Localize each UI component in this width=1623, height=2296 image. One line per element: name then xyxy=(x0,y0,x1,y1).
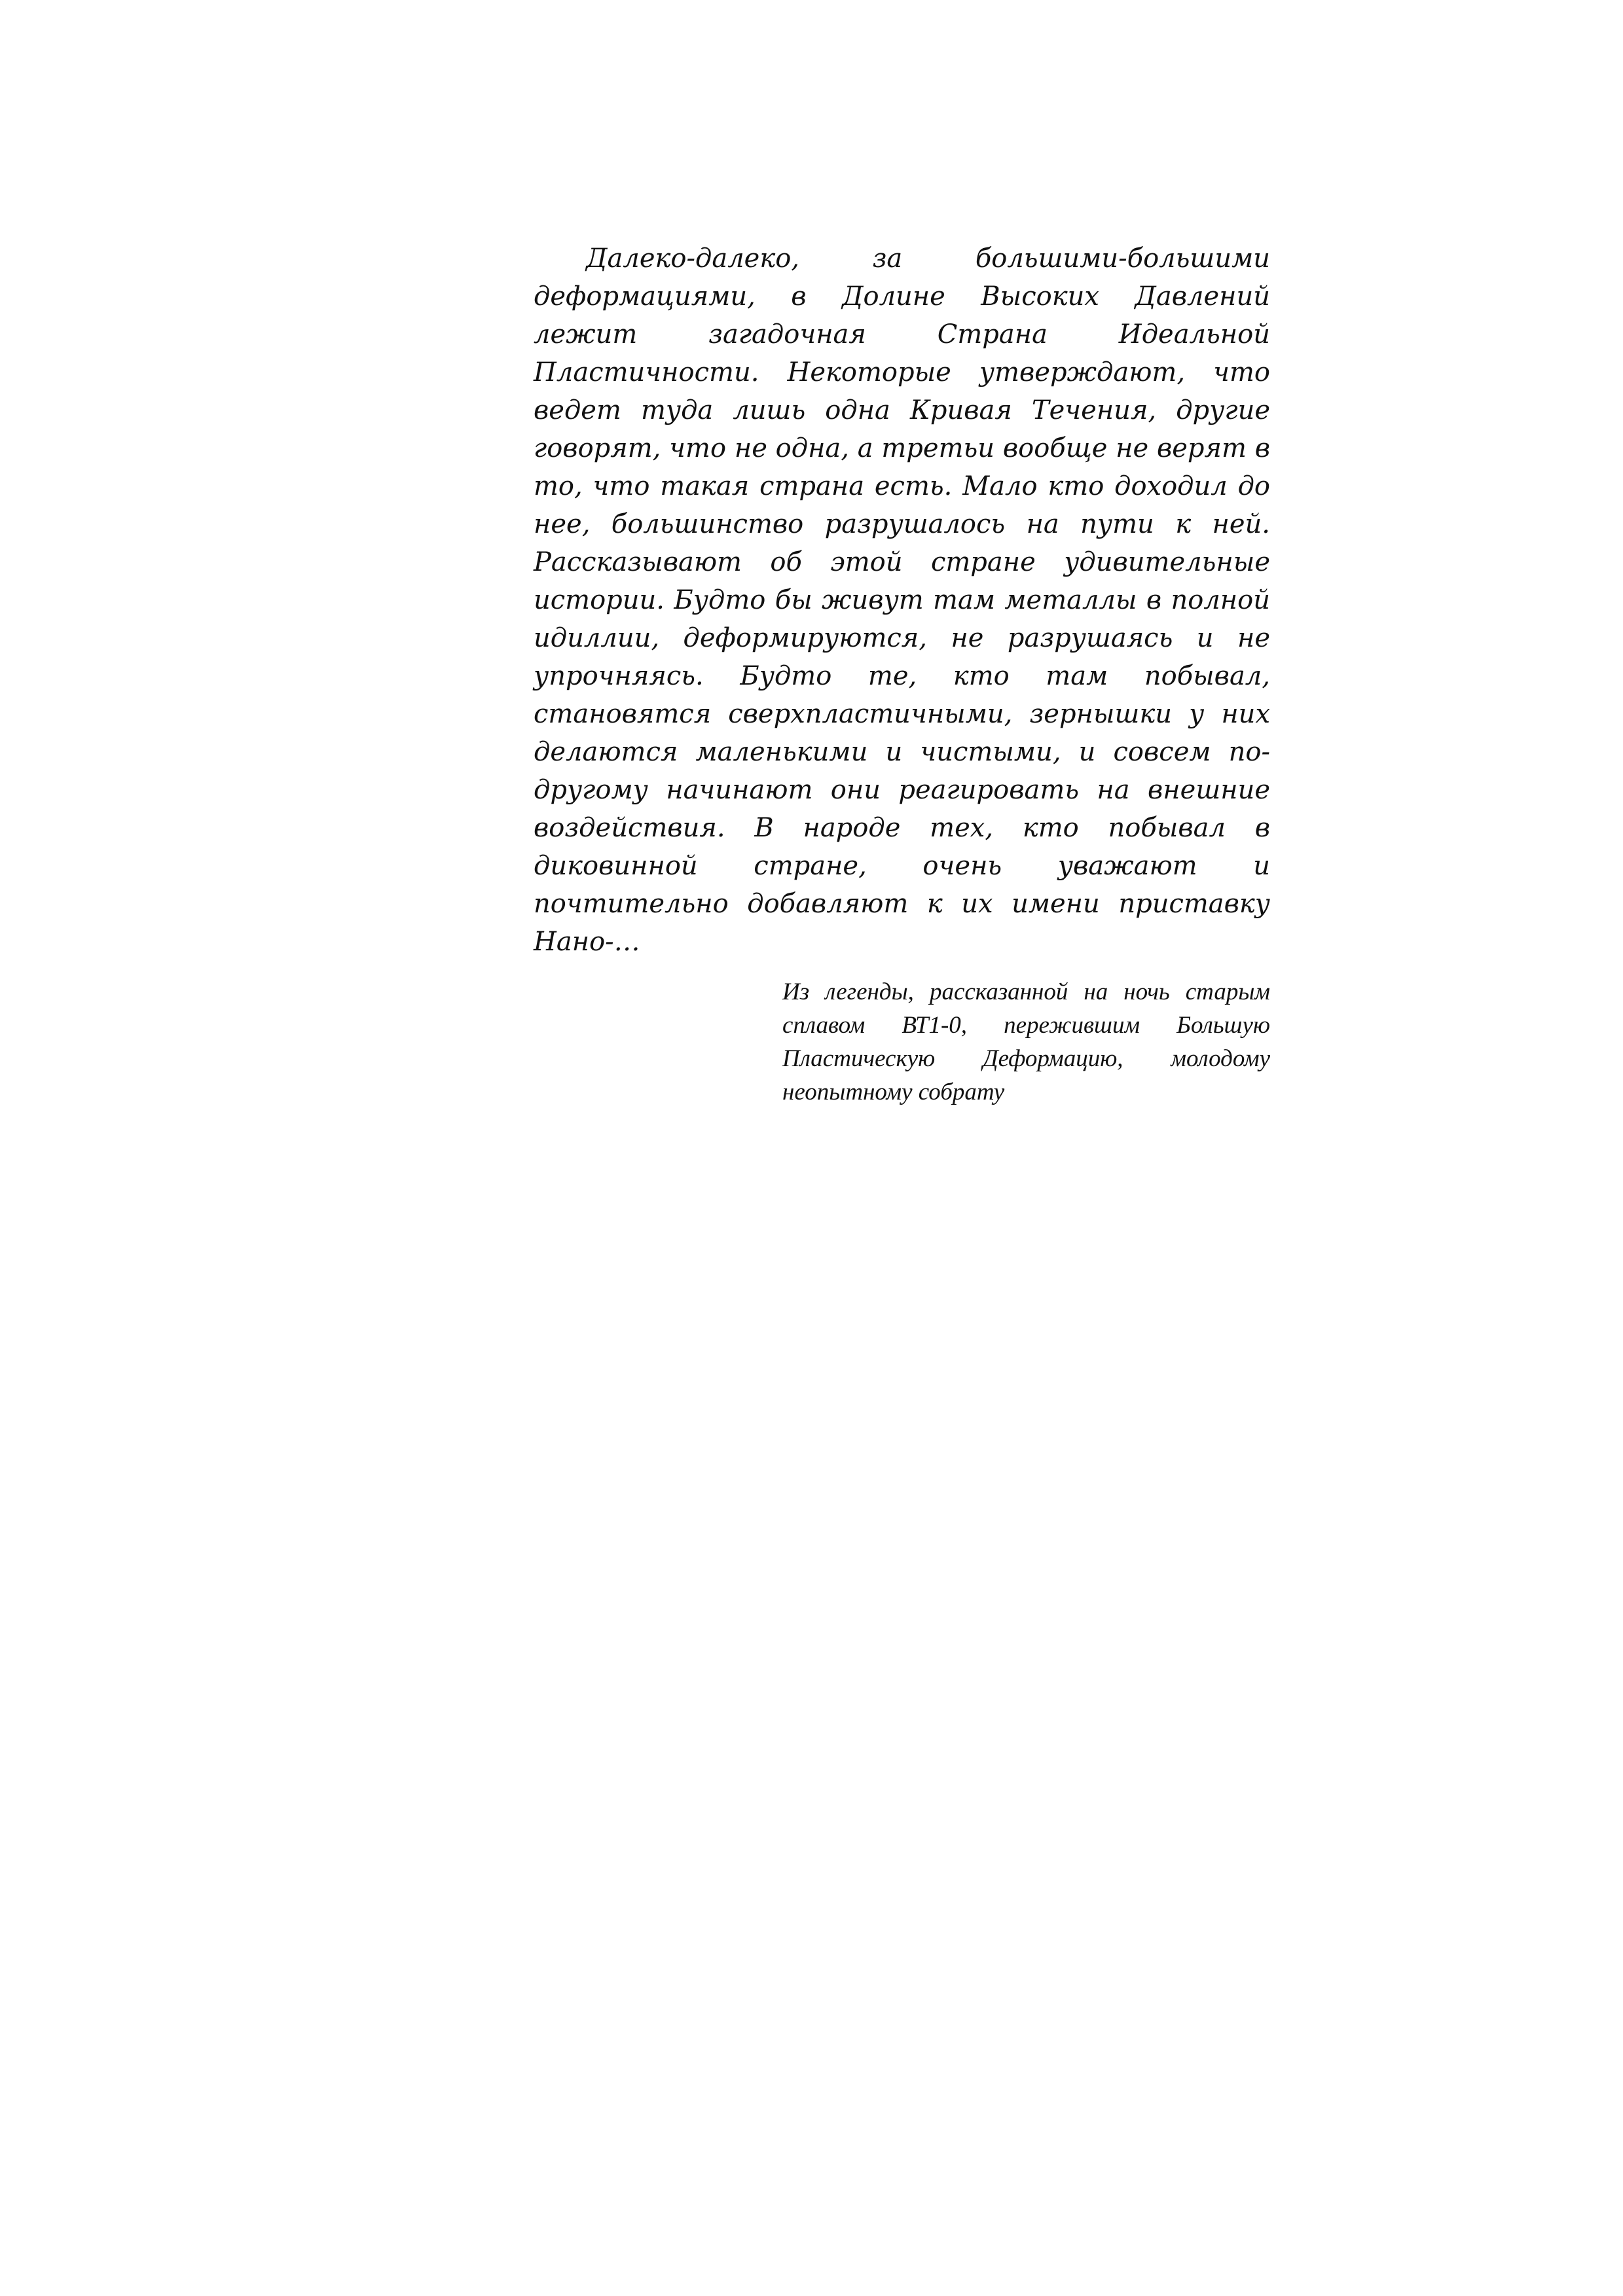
epigraph-attribution: Из легенды, рассказанной на ночь старым сплавом ВТ1-0, пережившим Большую Пластическую Деформацию, молодому неопытному собрату xyxy=(782,978,1270,1105)
epigraph-block xyxy=(534,240,1270,1109)
epigraph-text: Далеко-далеко, за большими-большими деформациями, в Долине Высоких Давлений лежит загадочная Страна Идеальной Пластичности. Некоторые утверждают, что ведет туда лишь одна Кривая Течения, другие говорят, что не одна, а третьи вообще не верят в то, что такая страна есть. Мало кто доходил до нее, большинство разрушалось на пути к ней. Рассказывают об этой стране удивительные истории. Будто бы живут там металлы в полной идиллии, деформируются, не разрушаясь и не упрочняясь. Будто те, кто там побывал, становятся сверхпластичными, зернышки у них делаются маленькими и чистыми, и совсем по-другому начинают они реагировать на внешние воздействия. В народе тех, кто побывал в диковинной стране, очень уважают и почтительно добавляют к их имени приставку Нано-… xyxy=(534,243,1270,957)
